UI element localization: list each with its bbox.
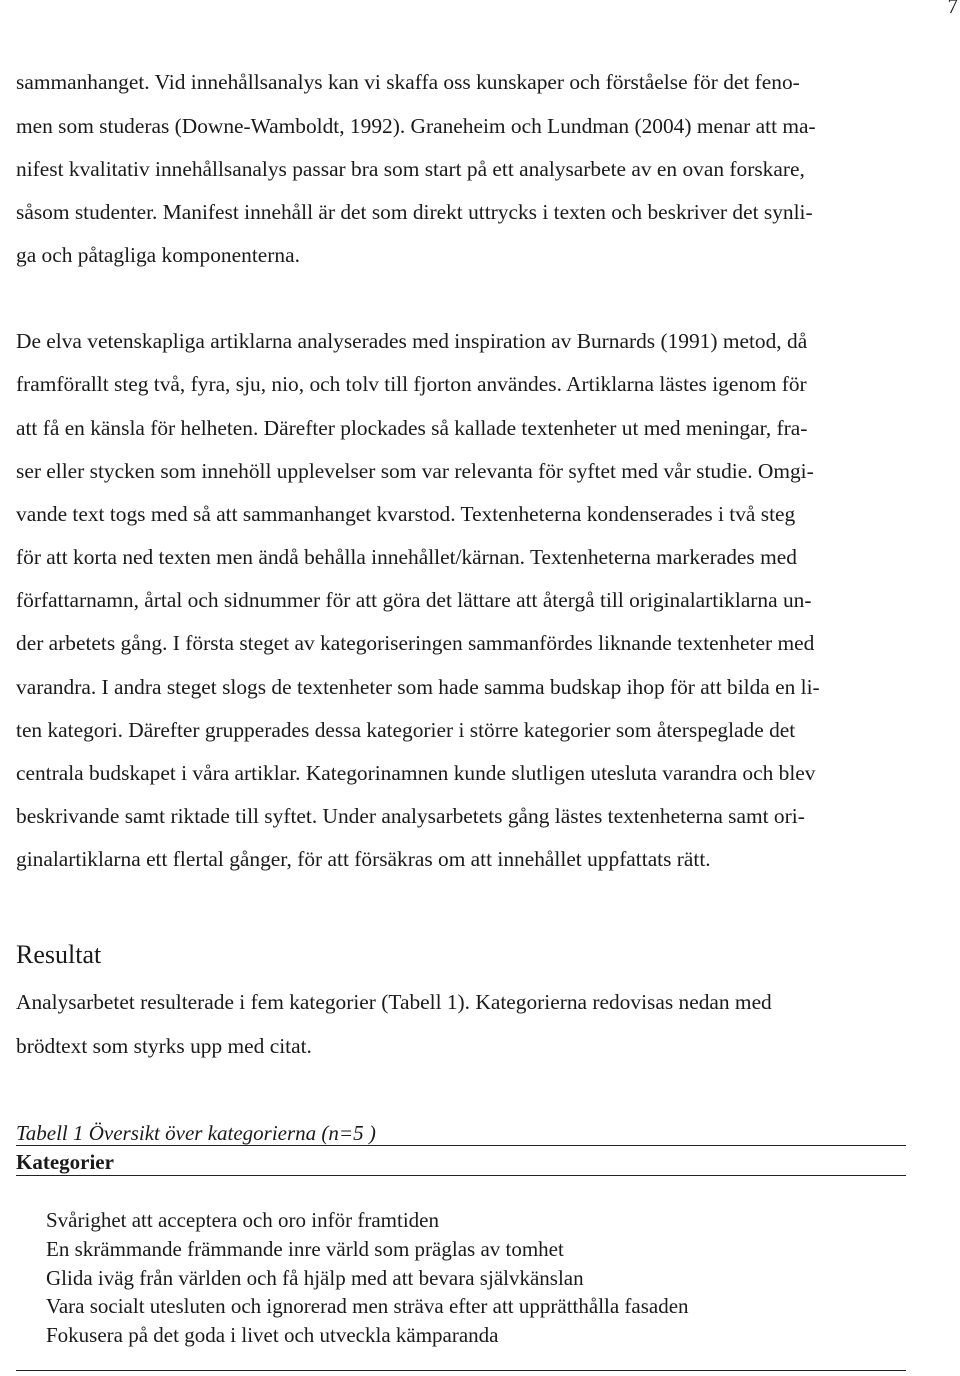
section-heading: Resultat [16, 940, 102, 969]
body-text-line: Analysarbetet resulterade i fem kategorier (Tabell 1). Kategorierna redovisas nedan med [16, 990, 772, 1014]
table-row: Glida iväg från världen och få hjälp med att bevara självkänslan [46, 1266, 584, 1290]
table-top-rule [16, 1145, 906, 1146]
body-text-line: ga och påtagliga komponenterna. [16, 243, 300, 267]
body-text-line: ten kategori. Därefter grupperades dessa kategorier i större kategorier som återspeglade det [16, 718, 796, 742]
body-text-line: men som studeras (Downe-Wamboldt, 1992). Graneheim och Lundman (2004) menar att ma- [16, 114, 816, 138]
body-text-line: De elva vetenskapliga artiklarna analyserades med inspiration av Burnards (1991) metod, då [16, 329, 808, 353]
page-number: 7 [947, 0, 958, 18]
body-text-line: beskrivande samt riktade till syftet. Under analysarbetets gång lästes textenheterna samt ori- [16, 804, 805, 828]
body-text-line: ginalartiklarna ett flertal gånger, för att försäkras om att innehållet uppfattats rätt. [16, 847, 711, 871]
table-column-header: Kategorier [16, 1150, 114, 1174]
body-text-line: att få en känsla för helheten. Därefter plockades så kallade textenheter ut med meningar, fra- [16, 416, 808, 440]
body-text-line: författarnamn, årtal och sidnummer för att göra det lättare att återgå till originalartiklarna un- [16, 588, 812, 612]
body-text-line: varandra. I andra steget slogs de textenheter som hade samma budskap ihop för att bilda en li- [16, 675, 820, 699]
table-caption: Tabell 1 Översikt över kategorierna (n=5 ) [16, 1121, 376, 1145]
body-text-line: framförallt steg två, fyra, sju, nio, och tolv till fjorton användes. Artiklarna lästes igenom för [16, 372, 807, 396]
body-text-line: der arbetets gång. I första steget av kategoriseringen sammanfördes liknande textenheter med [16, 631, 815, 655]
table-row: Vara socialt utesluten och ignorerad men sträva efter att upprätthålla fasaden [46, 1294, 689, 1318]
body-text-line: centrala budskapet i våra artiklar. Kategorinamnen kunde slutligen utesluta varandra och blev [16, 761, 816, 785]
body-text-line: för att korta ned texten men ändå behålla innehållet/kärnan. Textenheterna markerades med [16, 545, 797, 569]
table-bottom-rule [16, 1370, 906, 1371]
body-text-line: sammanhanget. Vid innehållsanalys kan vi skaffa oss kunskaper och förståelse för det feno- [16, 70, 800, 94]
body-text-line: vande text togs med så att sammanhanget kvarstod. Textenheterna kondenserades i två steg [16, 502, 796, 526]
body-text-line: ser eller stycken som innehöll upplevelser som var relevanta för syftet med vår studie. Omgi- [16, 459, 814, 483]
table-row: Fokusera på det goda i livet och utveckla kämparanda [46, 1323, 499, 1347]
table-header-rule [16, 1175, 906, 1176]
table-row: Svårighet att acceptera och oro inför framtiden [46, 1208, 439, 1232]
body-text-line: brödtext som styrks upp med citat. [16, 1034, 312, 1058]
table-row: En skrämmande främmande inre värld som präglas av tomhet [46, 1237, 564, 1261]
body-text-line: såsom studenter. Manifest innehåll är det som direkt uttrycks i texten och beskriver det synli- [16, 200, 813, 224]
body-text-line: nifest kvalitativ innehållsanalys passar bra som start på ett analysarbete av en ovan forskare, [16, 157, 805, 181]
